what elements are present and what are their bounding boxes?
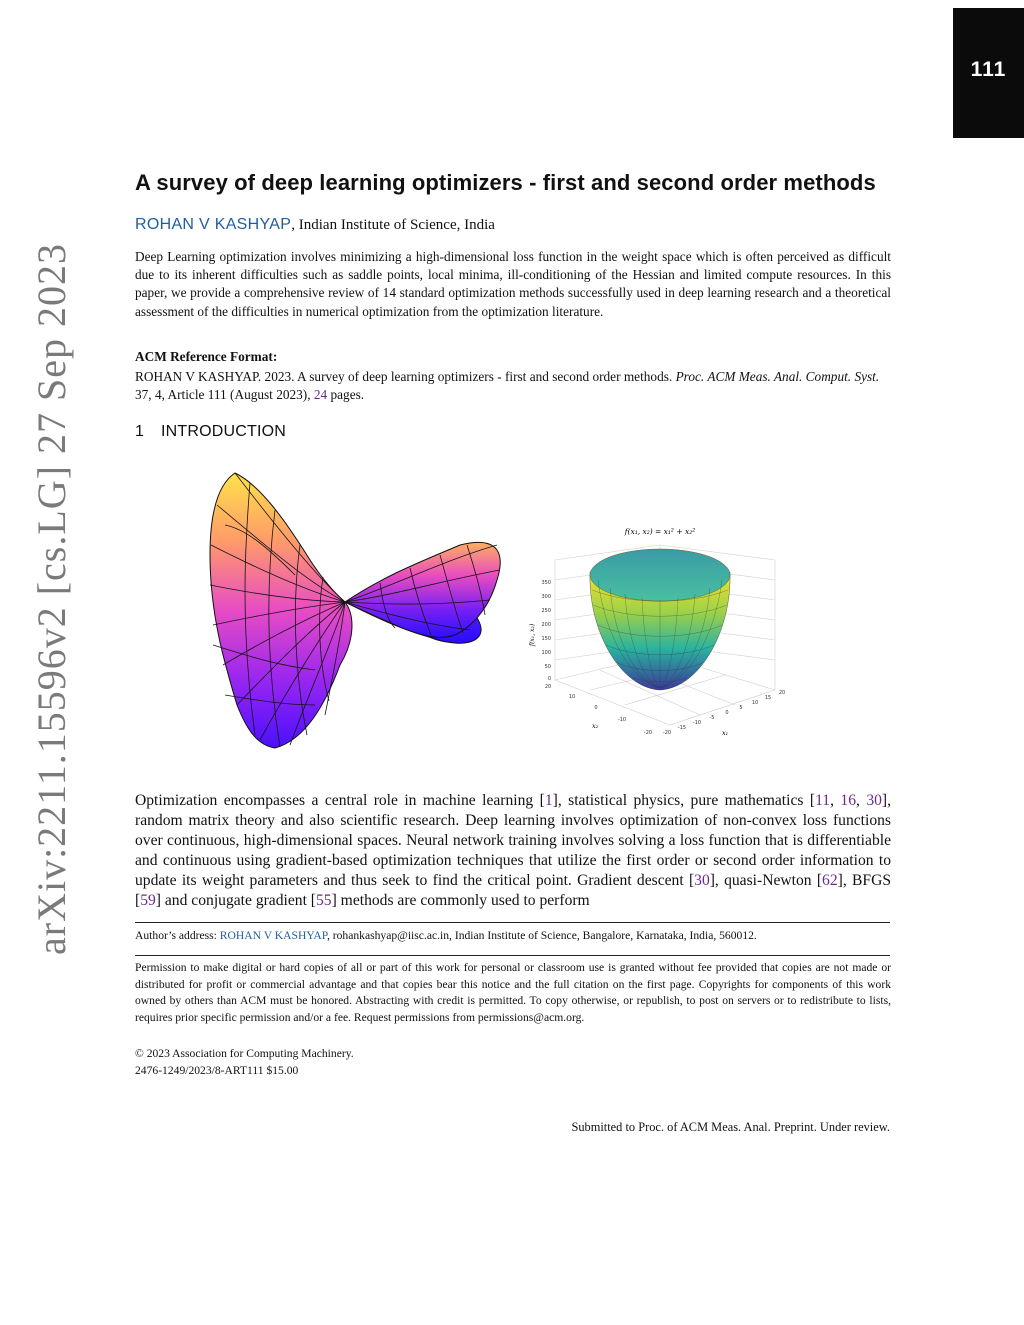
permission-notice: Permission to make digital or hard copies of all or part of this work for personal or classroom use is granted without fee provided that copies are not made or distributed for profit or commercial advantage and that copies bear this notice and the full citation on the first page. Copyrights for components of this work owned by others than ACM must be honored. Abstracting with credit is permitted. To copy otherwise, or republish, to post on servers or to redistribute to lists, requires prior specific permission and/or a fee. Request permissions from permissions@acm.org. — [135, 961, 891, 1024]
x1-tick-m15: -15 — [677, 725, 687, 731]
arxiv-stamp: arXiv:2211.15596v2 [cs.LG] 27 Sep 2023 — [29, 243, 74, 955]
citation-30[interactable]: 30 — [866, 792, 882, 809]
copyright: © 2023 Association for Computing Machinery. — [135, 1047, 354, 1060]
permission-rule — [135, 955, 890, 956]
acm-reference-heading: ACM Reference Format: — [135, 349, 278, 364]
author-address — [135, 928, 895, 944]
page-number-box — [953, 8, 1024, 138]
author-line — [135, 216, 495, 234]
intro-text: Optimization encompasses a central role in machine learning [ — [135, 792, 545, 809]
citation-separator: , — [856, 792, 867, 809]
acm-reference — [135, 368, 891, 404]
bowl-z-ticks — [541, 580, 551, 682]
intro-text: ], statistical physics, pure mathematics [ — [552, 792, 816, 809]
section-title: INTRODUCTION — [161, 423, 287, 440]
page-footer: Submitted to Proc. of ACM Meas. Anal. Preprint. Under review. — [571, 1120, 890, 1134]
intro-text: ] methods are commonly used to perform — [331, 892, 590, 909]
citation-11[interactable]: 11 — [815, 792, 831, 809]
bowl-zlabel: f(x₁, x₂) — [529, 623, 536, 647]
paper-title: A survey of deep learning optimizers - first and second order methods — [135, 170, 876, 195]
bowl-x2-label: x₂ — [592, 722, 599, 730]
issn-line: 2476-1249/2023/8-ART111 $15.00 — [135, 1064, 299, 1077]
x1-tick-m20: -20 — [662, 730, 672, 736]
x1-tick-10: 10 — [751, 700, 759, 706]
page-number: 111 — [970, 58, 1007, 81]
citation-59[interactable]: 59 — [140, 892, 156, 909]
citation-1[interactable]: 1 — [544, 792, 553, 809]
x2-tick-m20: -20 — [643, 730, 653, 736]
intro-text: ], BFGS [ — [135, 872, 892, 909]
citation-55[interactable]: 55 — [316, 892, 332, 909]
x1-tick-20: 20 — [778, 690, 786, 696]
x2-tick-20: 20 — [544, 684, 552, 690]
author-address-name[interactable]: ROHAN V KASHYAP — [219, 929, 327, 942]
z-tick-250: 250 — [541, 608, 551, 614]
footnote-rule — [135, 922, 890, 923]
bowl-rim — [590, 549, 730, 601]
z-tick-150: 150 — [541, 636, 551, 642]
x1-tick-5: 5 — [739, 705, 743, 711]
paraboloid-figure — [510, 520, 810, 745]
citation-separator: , — [830, 792, 841, 809]
citation-62[interactable]: 62 — [822, 872, 838, 889]
author-name[interactable]: ROHAN V KASHYAP — [135, 216, 292, 233]
author-address-label: Author’s address: — [135, 929, 220, 942]
intro-text: ], quasi-Newton [ — [709, 872, 823, 889]
z-tick-300: 300 — [541, 594, 551, 600]
author-affiliation: , Indian Institute of Science, India — [291, 217, 495, 233]
x2-tick-m10: -10 — [617, 717, 627, 723]
z-tick-50: 50 — [544, 664, 551, 670]
x2-tick-10: 10 — [568, 694, 576, 700]
citation-16[interactable]: 16 — [840, 792, 856, 809]
pages-link[interactable]: 24 — [313, 387, 328, 402]
pages-suffix: pages. — [327, 387, 365, 402]
intro-text: ], random matrix theory and also scientific research. Deep learning involves optimization of non-convex loss functions over continuous, high-dimensional spaces. Neural network training involves solving a loss function that is differentiable and continuous using gradient-based optimization techniques that utilize the first order or second order information to update its weight parameters and thus seek to find the critical point. Gradient descent [ — [135, 792, 891, 889]
z-tick-0: 0 — [547, 676, 551, 682]
bowl-x1-label: x₁ — [722, 729, 729, 737]
intro-paragraph — [135, 791, 891, 911]
z-tick-200: 200 — [541, 622, 551, 628]
bowl-x2-ticks — [545, 684, 652, 736]
x1-tick-m5: -5 — [709, 715, 715, 721]
citation-30b[interactable]: 30 — [694, 872, 710, 889]
x1-tick-m10: -10 — [692, 720, 702, 726]
intro-text: ] and conjugate gradient [ — [155, 892, 316, 909]
z-tick-350: 350 — [541, 580, 551, 586]
acm-reference-text: ROHAN V KASHYAP. 2023. A survey of deep learning optimizers - first and second order methods. — [135, 369, 676, 384]
acm-reference-details: 37, 4, Article 111 (August 2023), — [135, 387, 314, 402]
abstract: Deep Learning optimization involves minimizing a high-dimensional loss function in the weight space which is often perceived as difficult due to its inherent difficulties such as saddle points, local minima, ill-conditioning of the Hessian and limited compute resources. In this paper, we provide a comprehensive review of 14 standard optimization methods successfully used in deep learning research and a theoretical assessment of the difficulties in numerical optimization from the optimization literature. — [135, 249, 891, 319]
acm-reference-journal: Proc. ACM Meas. Anal. Comput. Syst. — [675, 369, 880, 384]
author-address-rest: , rohankashyap@iisc.ac.in, Indian Institute of Science, Bangalore, Karnataka, India, 560012. — [326, 929, 757, 942]
bowl-title: f(x₁, x₂) = x₁² + x₂² — [624, 527, 696, 536]
z-tick-100: 100 — [541, 650, 551, 656]
x1-tick-0: 0 — [725, 710, 729, 716]
x2-tick-0: 0 — [594, 705, 598, 711]
section-number: 1 — [135, 423, 145, 440]
saddle-left-wing — [210, 473, 352, 748]
saddle-surface-figure — [205, 465, 505, 755]
x1-tick-15: 15 — [764, 695, 772, 701]
section-heading — [135, 423, 286, 441]
